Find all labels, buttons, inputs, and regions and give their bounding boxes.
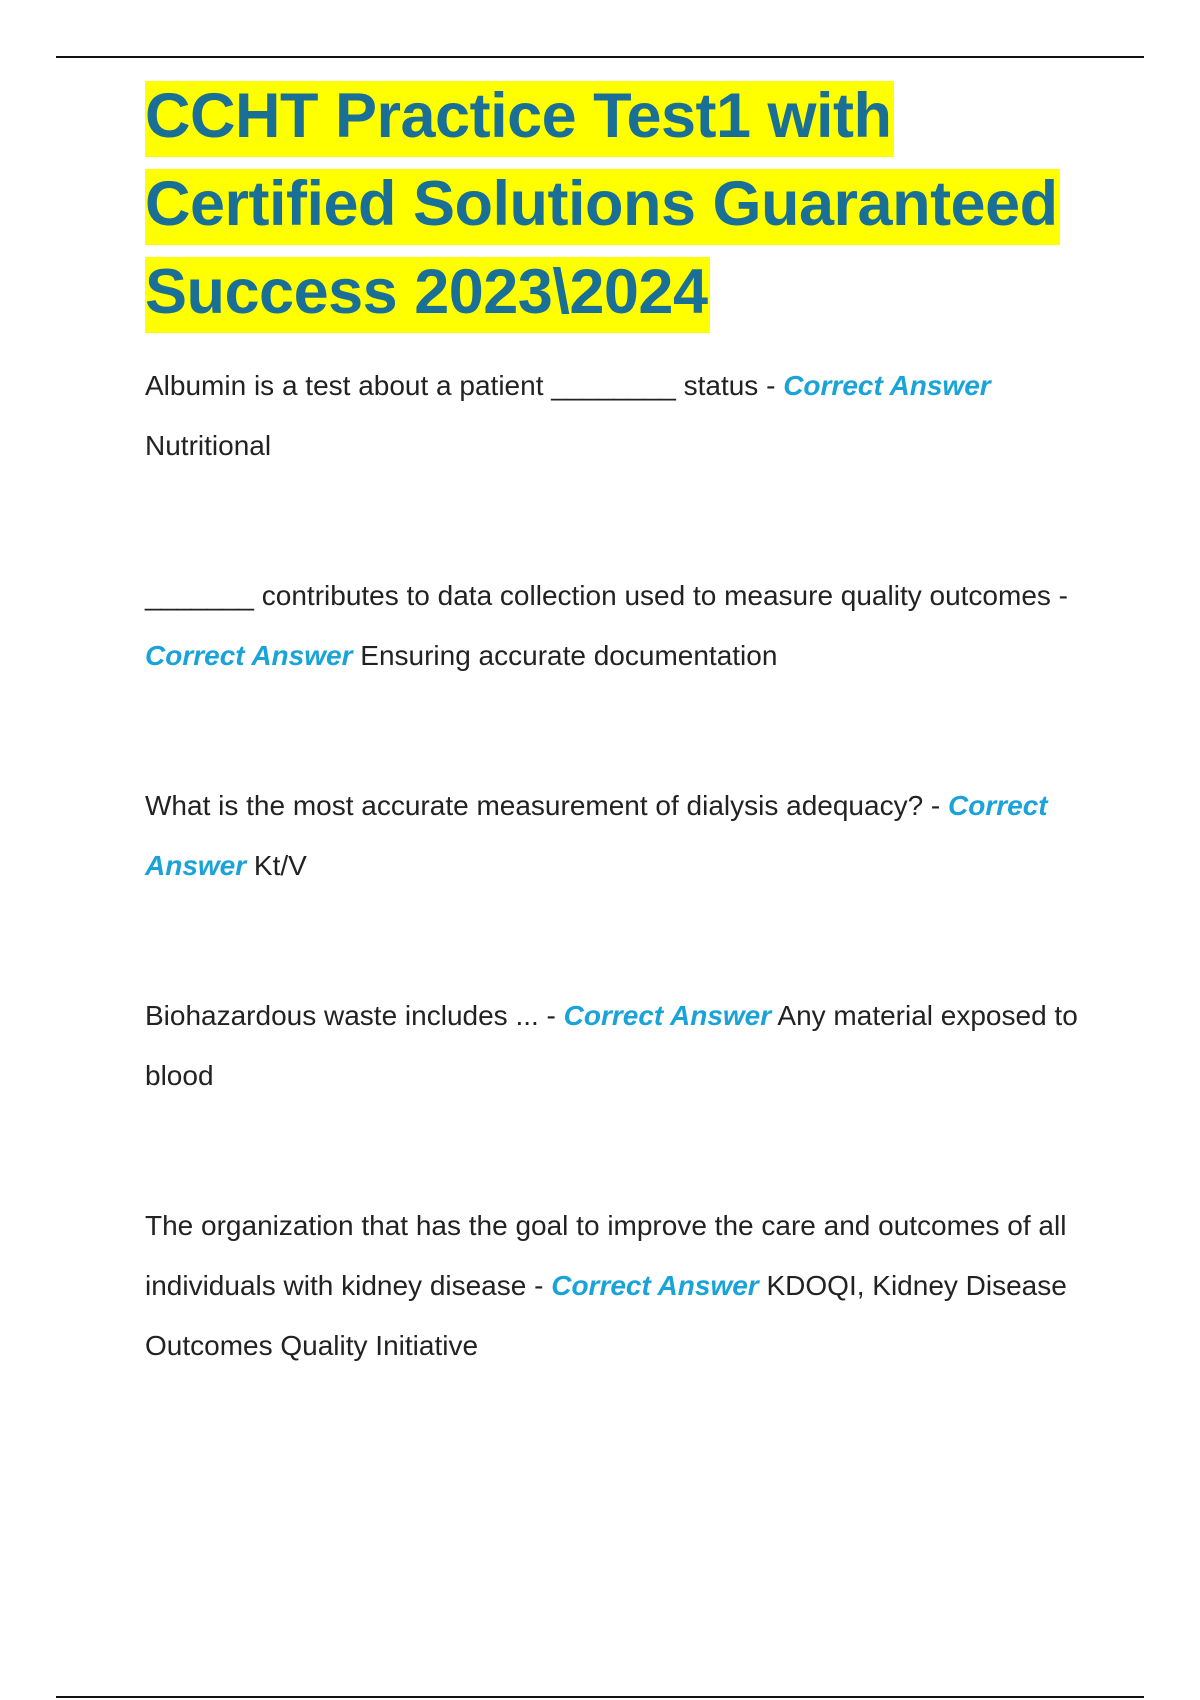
- answer-text: Kt/V: [246, 850, 307, 881]
- qa-item: [145, 356, 1085, 476]
- question-text: The organization that has the goal to improve the care and outcomes of all individuals with kidney disease -: [145, 1210, 1067, 1301]
- qa-item: [145, 986, 1085, 1106]
- correct-answer-label: Correct Answer: [145, 790, 1048, 881]
- question-text: Albumin is a test about a patient ________ status -: [145, 370, 784, 401]
- correct-answer-label: Correct Answer: [563, 1000, 772, 1031]
- answer-text: Any material exposed to blood: [145, 1000, 1078, 1091]
- qa-item: [145, 566, 1085, 686]
- correct-answer-label: Correct Answer: [145, 640, 353, 671]
- title-highlight: CCHT Practice Test1 with Certified Solutions Guaranteed Success 2023\2024: [145, 81, 1060, 333]
- question-text: _______ contributes to data collection used to measure quality outcomes -: [145, 580, 1069, 611]
- answer-text: Ensuring accurate documentation: [352, 640, 778, 671]
- document-title: [145, 72, 1105, 336]
- qa-item: [145, 1196, 1085, 1376]
- question-text: What is the most accurate measurement of dialysis adequacy? -: [145, 790, 949, 821]
- correct-answer-label: Correct Answer: [783, 370, 991, 401]
- qa-item: [145, 776, 1085, 896]
- top-divider: [56, 56, 1144, 58]
- bottom-divider: [56, 1696, 1144, 1698]
- answer-text: KDOQI, Kidney Disease Outcomes Quality Initiative: [145, 1270, 1067, 1361]
- question-text: Biohazardous waste includes ... -: [145, 1000, 564, 1031]
- correct-answer-label: Correct Answer: [551, 1270, 759, 1301]
- answer-text: Nutritional: [145, 430, 272, 461]
